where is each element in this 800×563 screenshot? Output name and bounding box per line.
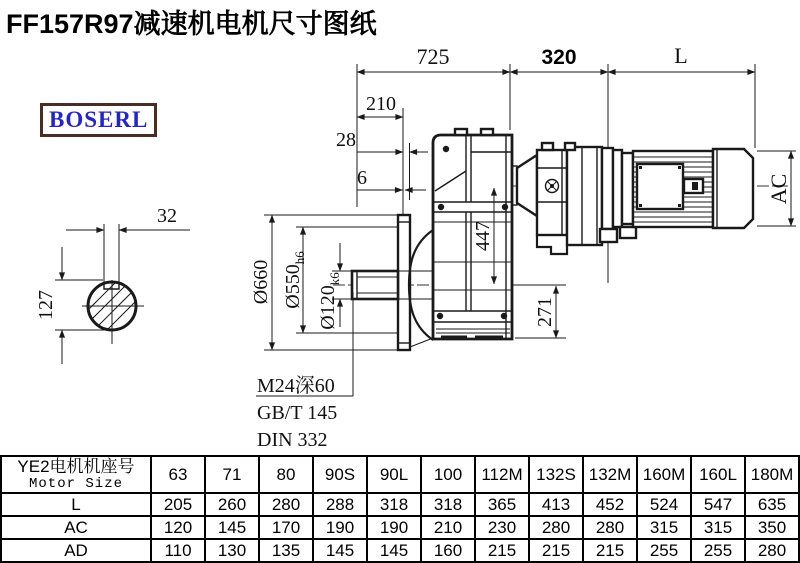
size-column-header: 71	[205, 456, 259, 493]
dimension-cell: 318	[367, 493, 421, 516]
row-label: AC	[1, 516, 151, 539]
dimension-cell: 135	[259, 539, 313, 562]
table-row	[1, 516, 799, 539]
dimension-cell: 255	[637, 539, 691, 562]
dimension-cell: 190	[313, 516, 367, 539]
dim-127: 127	[35, 290, 57, 320]
page-title: FF157R97减速机电机尺寸图纸	[6, 9, 377, 39]
size-column-header: 132S	[529, 456, 583, 493]
dimension-cell: 190	[367, 516, 421, 539]
input-adapter	[512, 143, 608, 254]
dim-320: 320	[541, 46, 577, 69]
dimension-cell: 160	[421, 539, 475, 562]
motor-side-view	[600, 148, 753, 242]
dimension-cell: 413	[529, 493, 583, 516]
dimension-cell: 280	[529, 516, 583, 539]
dimension-cell: 350	[745, 516, 799, 539]
dim-210: 210	[366, 93, 396, 115]
motor-size-table	[0, 455, 800, 563]
dimension-cell: 120	[151, 516, 205, 539]
size-column-header: 160M	[637, 456, 691, 493]
dimension-cell: 230	[475, 516, 529, 539]
dim-271: 271	[534, 297, 556, 327]
dim-725: 725	[416, 44, 450, 69]
motor-size-table-body	[1, 456, 799, 562]
size-column-header: 90L	[367, 456, 421, 493]
logo-text: BOSERL	[49, 107, 149, 132]
table-row	[1, 539, 799, 562]
size-column-header: 63	[151, 456, 205, 493]
dimension-cell: 288	[313, 493, 367, 516]
dim-dia-550-value: Ø550	[282, 264, 304, 309]
dimension-cell: 145	[205, 516, 259, 539]
note-tap: M24深60	[257, 375, 335, 397]
size-column-header: 80	[259, 456, 313, 493]
row-label: L	[1, 493, 151, 516]
motor-size-header-cell	[1, 456, 151, 493]
dimension-cell: 110	[151, 539, 205, 562]
size-column-header: 112M	[475, 456, 529, 493]
dimension-cell: 452	[583, 493, 637, 516]
size-column-header: 180M	[745, 456, 799, 493]
size-column-header: 90S	[313, 456, 367, 493]
dim-dia-120	[317, 272, 342, 330]
motor-size-header-en: Motor Size	[28, 476, 123, 492]
dim-6: 6	[357, 167, 367, 189]
note-gbt: GB/T 145	[257, 402, 338, 424]
table-row	[1, 493, 799, 516]
dimension-cell: 170	[259, 516, 313, 539]
table-header-row	[1, 456, 799, 493]
dimension-cell: 524	[637, 493, 691, 516]
dimension-cell: 260	[205, 493, 259, 516]
dimension-cell: 130	[205, 539, 259, 562]
motor-size-header-cn: YE2电机机座号	[17, 457, 135, 476]
dimension-cell: 318	[421, 493, 475, 516]
size-column-header: 132M	[583, 456, 637, 493]
row-label: AD	[1, 539, 151, 562]
dim-dia-120-tolerance: k6	[327, 272, 342, 286]
size-column-header: 160L	[691, 456, 745, 493]
dimension-cell: 280	[583, 516, 637, 539]
dimension-cell: 145	[367, 539, 421, 562]
dimension-cell: 315	[691, 516, 745, 539]
shaft-cross-section	[35, 205, 190, 364]
dim-dia-550-tolerance: h6	[292, 251, 307, 265]
dimension-cell: 215	[583, 539, 637, 562]
dimension-cell: 255	[691, 539, 745, 562]
note-din: DIN 332	[257, 429, 328, 451]
dimension-cell: 365	[475, 493, 529, 516]
dim-447: 447	[472, 221, 494, 251]
dimension-cell: 280	[259, 493, 313, 516]
dim-dia-660: Ø660	[250, 259, 272, 305]
dimension-cell: 280	[745, 539, 799, 562]
fan-cowl	[713, 149, 753, 228]
dimension-cell: 215	[529, 539, 583, 562]
dimension-cell: 215	[475, 539, 529, 562]
dim-32: 32	[157, 205, 177, 227]
dim-dia-120-value: Ø120	[317, 285, 339, 330]
dim-L: L	[674, 43, 688, 68]
dim-dia-550	[282, 251, 307, 309]
size-column-header: 100	[421, 456, 475, 493]
dimension-cell: 547	[691, 493, 745, 516]
dim-AC: AC	[766, 173, 791, 205]
dimension-cell: 205	[151, 493, 205, 516]
dimension-cell: 635	[745, 493, 799, 516]
logo-boserl	[40, 103, 157, 137]
dim-28: 28	[336, 129, 356, 151]
dimension-cell: 145	[313, 539, 367, 562]
dimension-cell: 210	[421, 516, 475, 539]
dimension-cell: 315	[637, 516, 691, 539]
